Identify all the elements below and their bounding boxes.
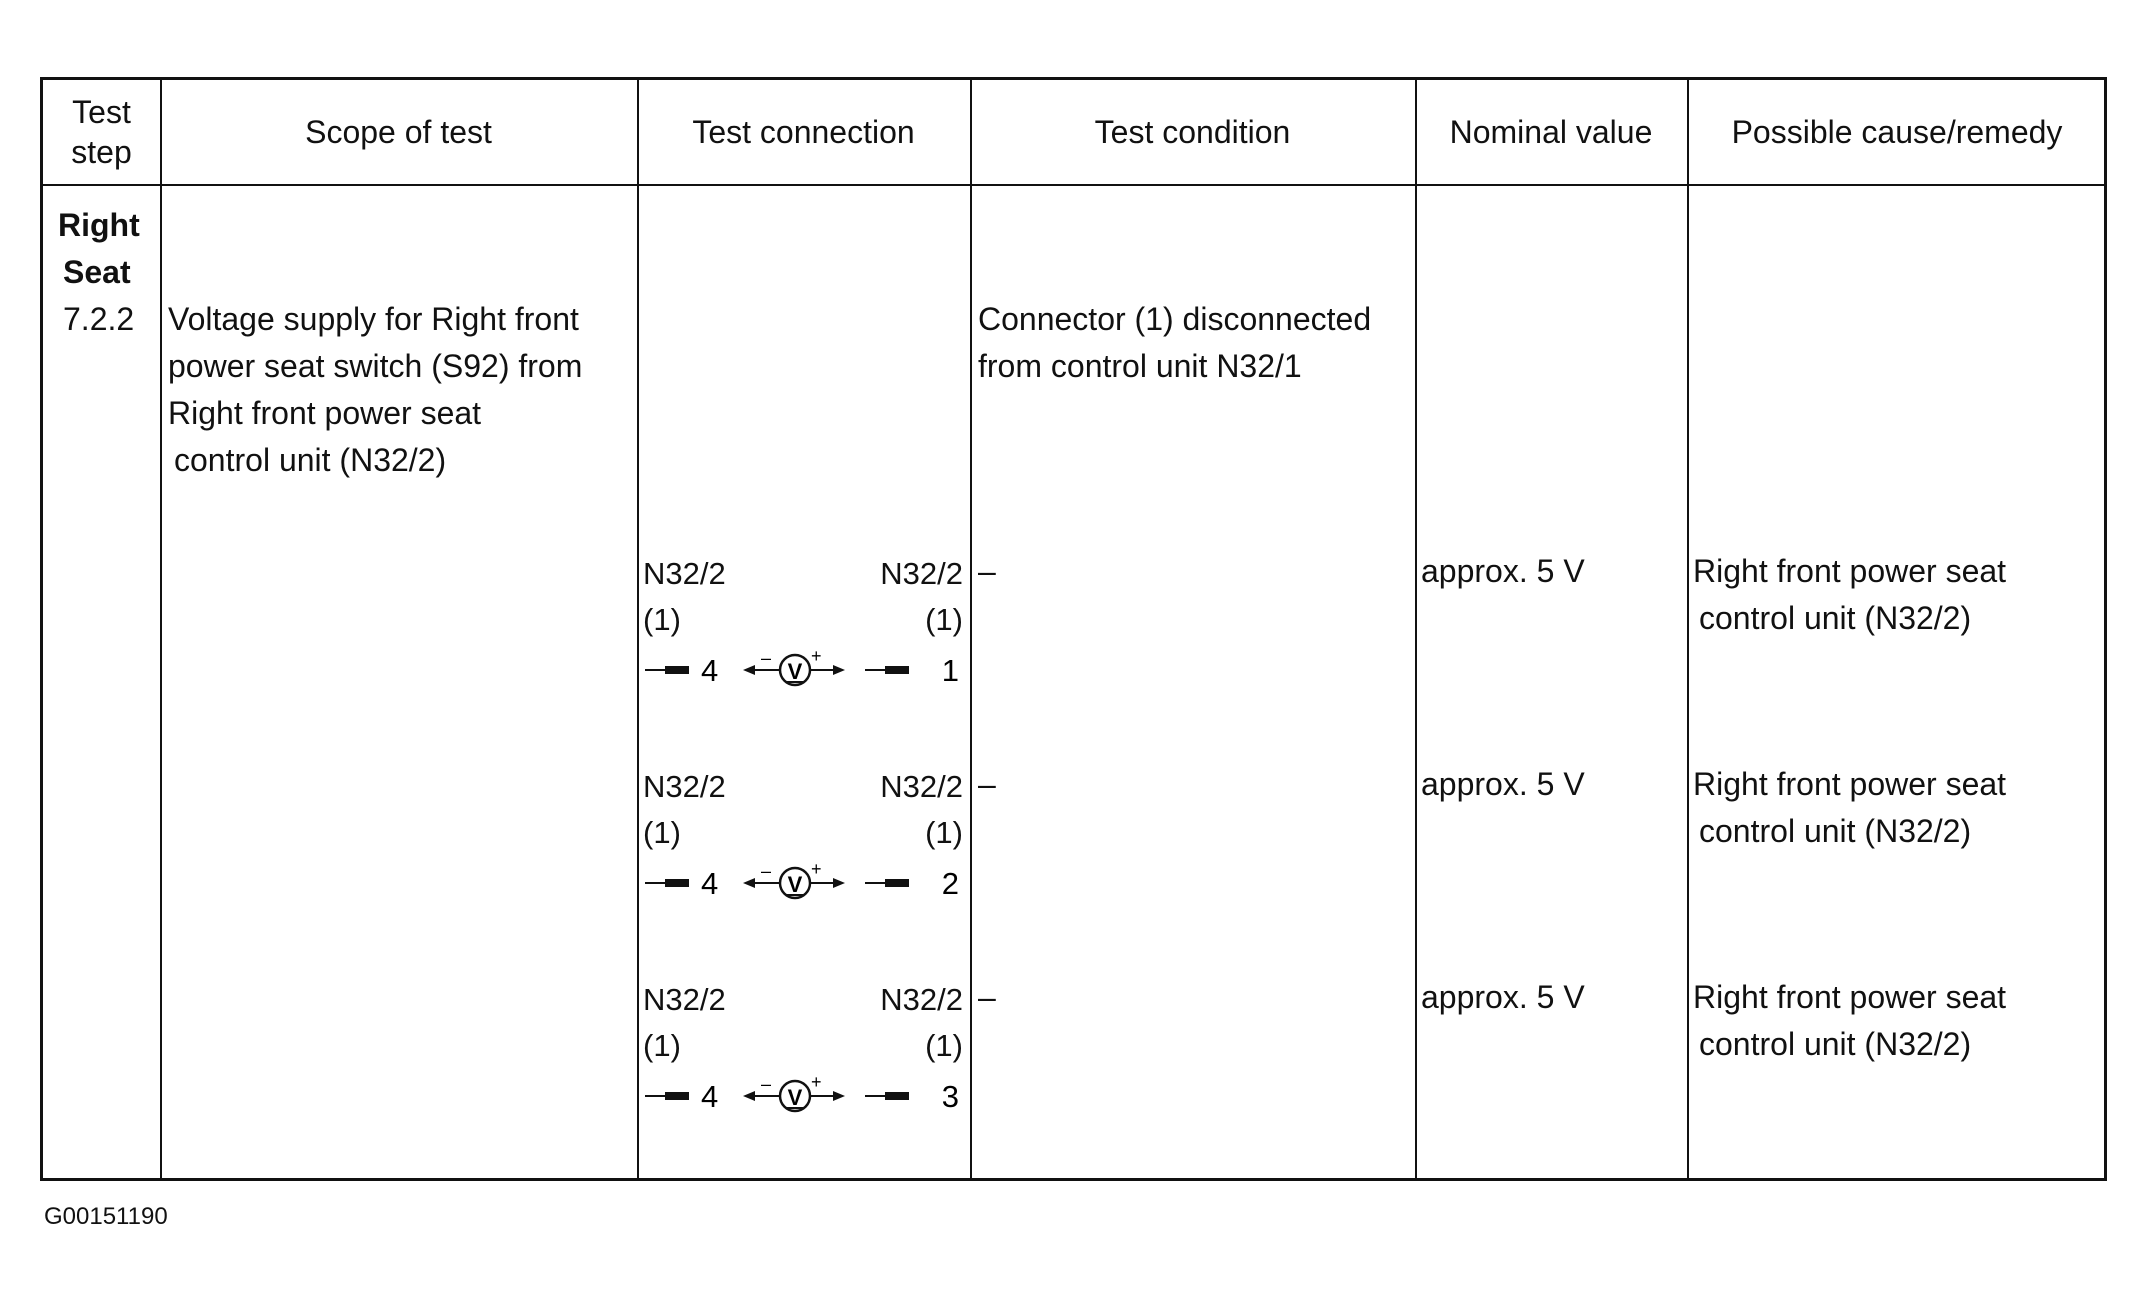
- condition-value: –: [978, 979, 996, 1015]
- voltmeter-icon: [643, 861, 963, 905]
- left-unit: N32/2: [643, 556, 726, 591]
- svg-text:–: –: [761, 648, 772, 668]
- voltmeter-icon: [643, 1074, 963, 1118]
- cause-line: Right front power seat: [1693, 979, 2007, 1015]
- cause-line: control unit (N32/2): [1699, 600, 1972, 636]
- header-divider: [43, 184, 2104, 186]
- header-connection: Test connection: [692, 114, 915, 150]
- cause-line: control unit (N32/2): [1699, 1026, 1972, 1062]
- section-label: Right: [58, 207, 140, 243]
- header-condition: Test condition: [1094, 114, 1291, 150]
- figure-id: G00151190: [44, 1203, 168, 1230]
- right-connector: (1): [925, 1028, 963, 1063]
- nominal-value: approx. 5 V: [1421, 766, 1585, 802]
- cause-line: control unit (N32/2): [1699, 813, 1972, 849]
- column-divider: [1687, 80, 1689, 1178]
- left-unit: N32/2: [643, 769, 726, 804]
- voltmeter-icon: [643, 648, 963, 692]
- left-connector: (1): [643, 815, 681, 850]
- svg-text:–: –: [761, 1074, 772, 1094]
- scope-line: Right front power seat: [168, 395, 482, 431]
- right-connector: (1): [925, 602, 963, 637]
- left-connector: (1): [643, 602, 681, 637]
- step-number: 7.2.2: [63, 301, 135, 337]
- scope-line: power seat switch (S92) from: [168, 348, 583, 384]
- right-unit: N32/2: [880, 556, 963, 591]
- test-connection-diagram: [643, 982, 963, 1122]
- cause-line: Right front power seat: [1693, 553, 2007, 589]
- right-pin: 3: [941, 1079, 959, 1114]
- left-pin: 4: [701, 866, 719, 901]
- column-divider: [1415, 80, 1417, 1178]
- scope-line: Voltage supply for Right front: [168, 301, 579, 337]
- condition-value: –: [978, 553, 996, 589]
- condition-line: Connector (1) disconnected: [978, 301, 1372, 337]
- test-table: [40, 77, 2107, 1181]
- left-connector: (1): [643, 1028, 681, 1063]
- test-connection-diagram: [643, 769, 963, 909]
- cause-line: Right front power seat: [1693, 766, 2007, 802]
- header-nominal: Nominal value: [1449, 114, 1653, 150]
- svg-text:V: V: [787, 1085, 803, 1110]
- svg-text:+: +: [811, 648, 822, 666]
- header-test-step: Test step: [71, 94, 132, 170]
- column-divider: [160, 80, 162, 1178]
- left-unit: N32/2: [643, 982, 726, 1017]
- condition-value: –: [978, 766, 996, 802]
- right-unit: N32/2: [880, 982, 963, 1017]
- right-pin: 2: [941, 866, 959, 901]
- svg-text:+: +: [811, 861, 822, 879]
- left-pin: 4: [701, 653, 719, 688]
- svg-text:+: +: [811, 1074, 822, 1092]
- column-divider: [637, 80, 639, 1178]
- left-pin: 4: [701, 1079, 719, 1114]
- section-label: Seat: [63, 254, 131, 290]
- nominal-value: approx. 5 V: [1421, 553, 1585, 589]
- nominal-value: approx. 5 V: [1421, 979, 1585, 1015]
- svg-text:V: V: [787, 872, 803, 897]
- test-connection-diagram: [643, 556, 963, 696]
- scope-line: control unit (N32/2): [174, 442, 447, 478]
- header-cause: Possible cause/remedy: [1731, 114, 2063, 150]
- svg-text:–: –: [761, 861, 772, 881]
- right-connector: (1): [925, 815, 963, 850]
- right-pin: 1: [941, 653, 959, 688]
- right-unit: N32/2: [880, 769, 963, 804]
- column-divider: [970, 80, 972, 1178]
- svg-text:V: V: [787, 659, 803, 684]
- condition-line: from control unit N32/1: [978, 348, 1302, 384]
- header-scope: Scope of test: [305, 114, 492, 150]
